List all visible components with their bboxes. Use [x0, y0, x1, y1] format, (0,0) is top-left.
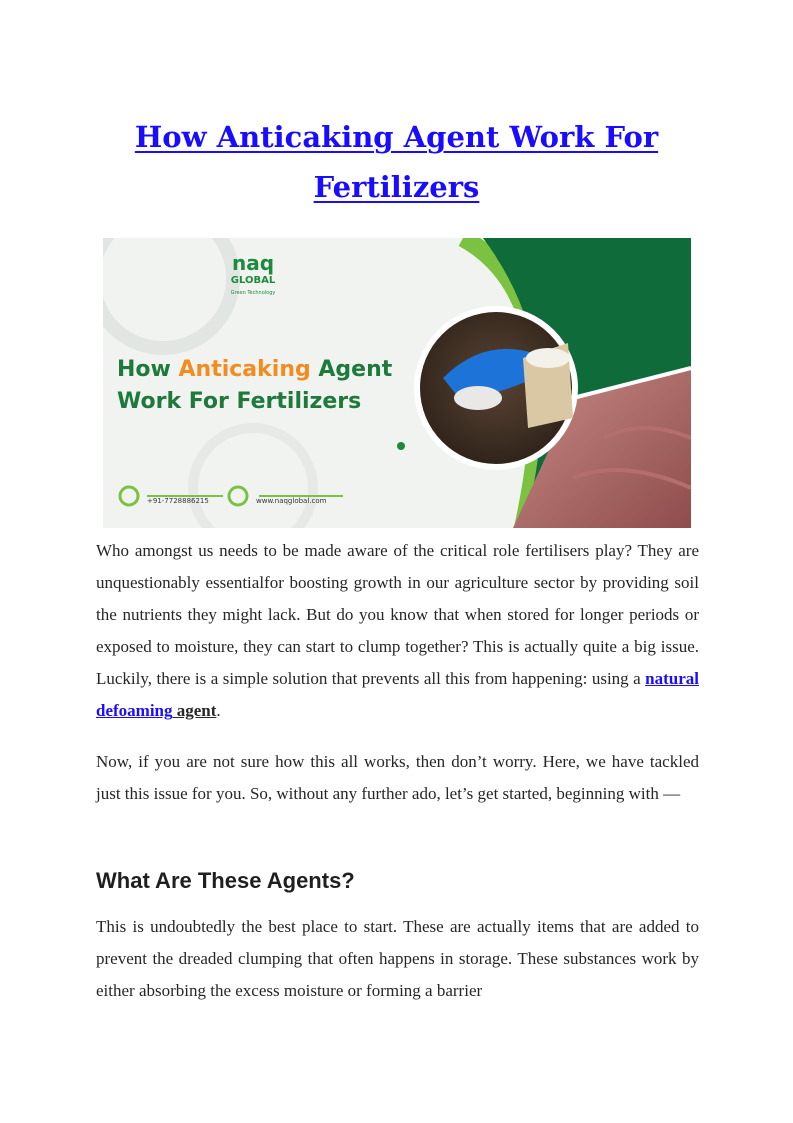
brand-global: GLOBAL — [230, 275, 276, 286]
title-link-line1[interactable]: How Anticaking Agent Work For — [134, 120, 659, 154]
banner-phone: +91-7728886215 — [147, 497, 209, 505]
phone-icon — [120, 487, 138, 505]
banner-website: www.naqglobal.com — [256, 497, 327, 505]
banner-graphic — [103, 238, 691, 528]
bg-circle-icon — [103, 238, 233, 348]
fertilizer-granules — [454, 386, 502, 410]
second-paragraph: Now, if you are not sure how this all works, then don’t worry. Here, we have tackled just this issue for you. So, without any further ado, let’s get started, beginning with — — [96, 752, 699, 803]
agent-link-tail[interactable]: agent — [172, 701, 217, 720]
page-title[interactable] — [96, 112, 697, 212]
natural-defoaming-link[interactable]: natural defoaming — [96, 669, 699, 720]
bg-circle-icon — [193, 428, 313, 528]
hero-banner-image — [103, 238, 691, 528]
globe-icon — [229, 487, 247, 505]
intro-end: . — [216, 701, 221, 720]
intro-text: Who amongst us needs to be made aware of the critical role fertilisers play? They are unquestionably essentialfor boosting growth in our agriculture sector by providing soil the nutrients they might lack. But do you know that when stored for longer periods or exposed to moisture, they can start to clump together? This is actually quite a big issue. Luckily, there is a simple solution that prevents all this from happening: using a — [96, 541, 699, 688]
intro-paragraph — [96, 535, 699, 727]
banner-heading-line2: Work For Fertilizers — [117, 389, 362, 414]
section-heading: What Are These Agents? — [96, 868, 355, 893]
brand-naq: naq — [231, 251, 275, 275]
title-link-line2[interactable]: Fertilizers — [313, 170, 480, 204]
third-paragraph: This is undoubtedly the best place to start. These are actually items that are added to prevent the dreaded clumping that often happens in storage. These substances work by either absorbing the excess moisture or forming a barrier — [96, 917, 699, 1000]
banner-heading-line1: How Anticaking Agent — [117, 357, 393, 382]
brand-tag: Green Technology — [230, 290, 276, 296]
